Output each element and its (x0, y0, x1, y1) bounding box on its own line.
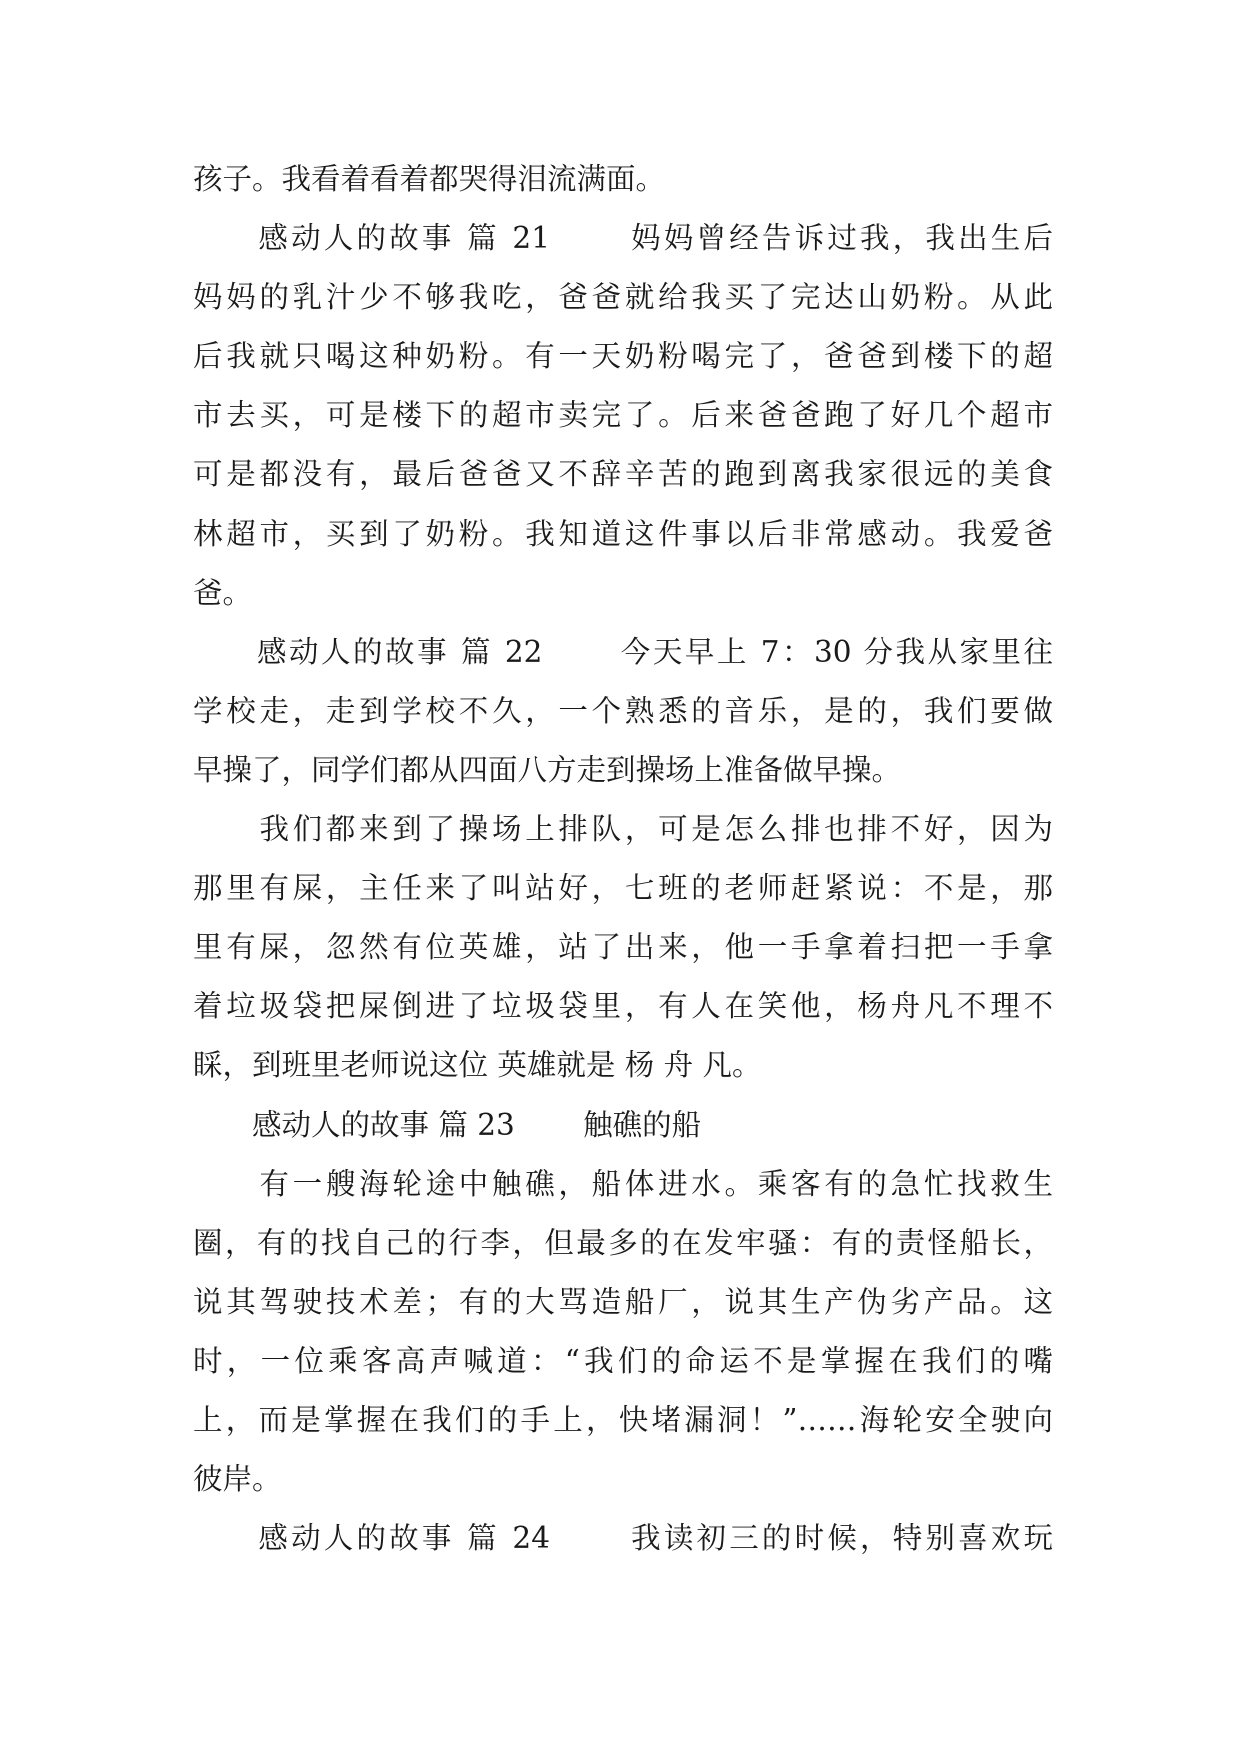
text-line: 感动人的故事 篇 22 今天早上 7：30 分我从家里往 (193, 634, 1053, 669)
text-line: 感动人的故事 篇 23 触礁的船 (193, 1107, 702, 1142)
text-line: 我们都来到了操场上排队，可是怎么排也排不好，因为 (193, 812, 1053, 847)
text-line: 林超市，买到了奶粉。我知道这件事以后非常感动。我爱爸 (193, 516, 1053, 551)
text-line: 睬，到班里老师说这位 英雄就是 杨 舟 凡。 (193, 1048, 762, 1083)
text-line: 感动人的故事 篇 21 妈妈曾经告诉过我，我出生后 (193, 221, 1053, 256)
text-line: 可是都没有，最后爸爸又不辞辛苦的跑到离我家很远的美食 (193, 457, 1053, 492)
text-line: 妈妈的乳汁少不够我吃，爸爸就给我买了完达山奶粉。从此 (193, 280, 1053, 315)
text-line: 上，而是掌握在我们的手上，快堵漏洞！”……海轮安全驶向 (193, 1402, 1053, 1437)
text-line: 感动人的故事 篇 24 我读初三的时候，特别喜欢玩 (193, 1521, 1053, 1556)
text-line: 那里有屎，主任来了叫站好，七班的老师赶紧说：不是，那 (193, 871, 1053, 906)
text-line: 彼岸。 (193, 1462, 282, 1497)
text-line: 说其驾驶技术差；有的大骂造船厂，说其生产伪劣产品。这 (193, 1284, 1053, 1319)
text-line: 里有屎，忽然有位英雄，站了出来，他一手拿着扫把一手拿 (193, 930, 1053, 965)
text-line: 着垃圾袋把屎倒进了垃圾袋里，有人在笑他，杨舟凡不理不 (193, 989, 1053, 1024)
text-line: 时，一位乘客高声喊道：“我们的命运不是掌握在我们的嘴 (193, 1343, 1053, 1378)
text-line: 爸。 (193, 575, 253, 610)
text-line: 市去买，可是楼下的超市卖完了。后来爸爸跑了好几个超市 (193, 398, 1053, 433)
text-line: 后我就只喝这种奶粉。有一天奶粉喝完了，爸爸到楼下的超 (193, 339, 1053, 374)
text-line: 有一艘海轮途中触礁，船体进水。乘客有的急忙找救生 (193, 1166, 1053, 1201)
document-body (193, 150, 1053, 1568)
text-line: 圈，有的找自己的行李，但最多的在发牢骚：有的责怪船长， (193, 1225, 1053, 1260)
text-line: 学校走，走到学校不久，一个熟悉的音乐，是的，我们要做 (193, 693, 1053, 728)
text-line: 孩子。我看着看着都哭得泪流满面。 (193, 162, 666, 196)
text-line: 早操了，同学们都从四面八方走到操场上准备做早操。 (193, 752, 902, 787)
